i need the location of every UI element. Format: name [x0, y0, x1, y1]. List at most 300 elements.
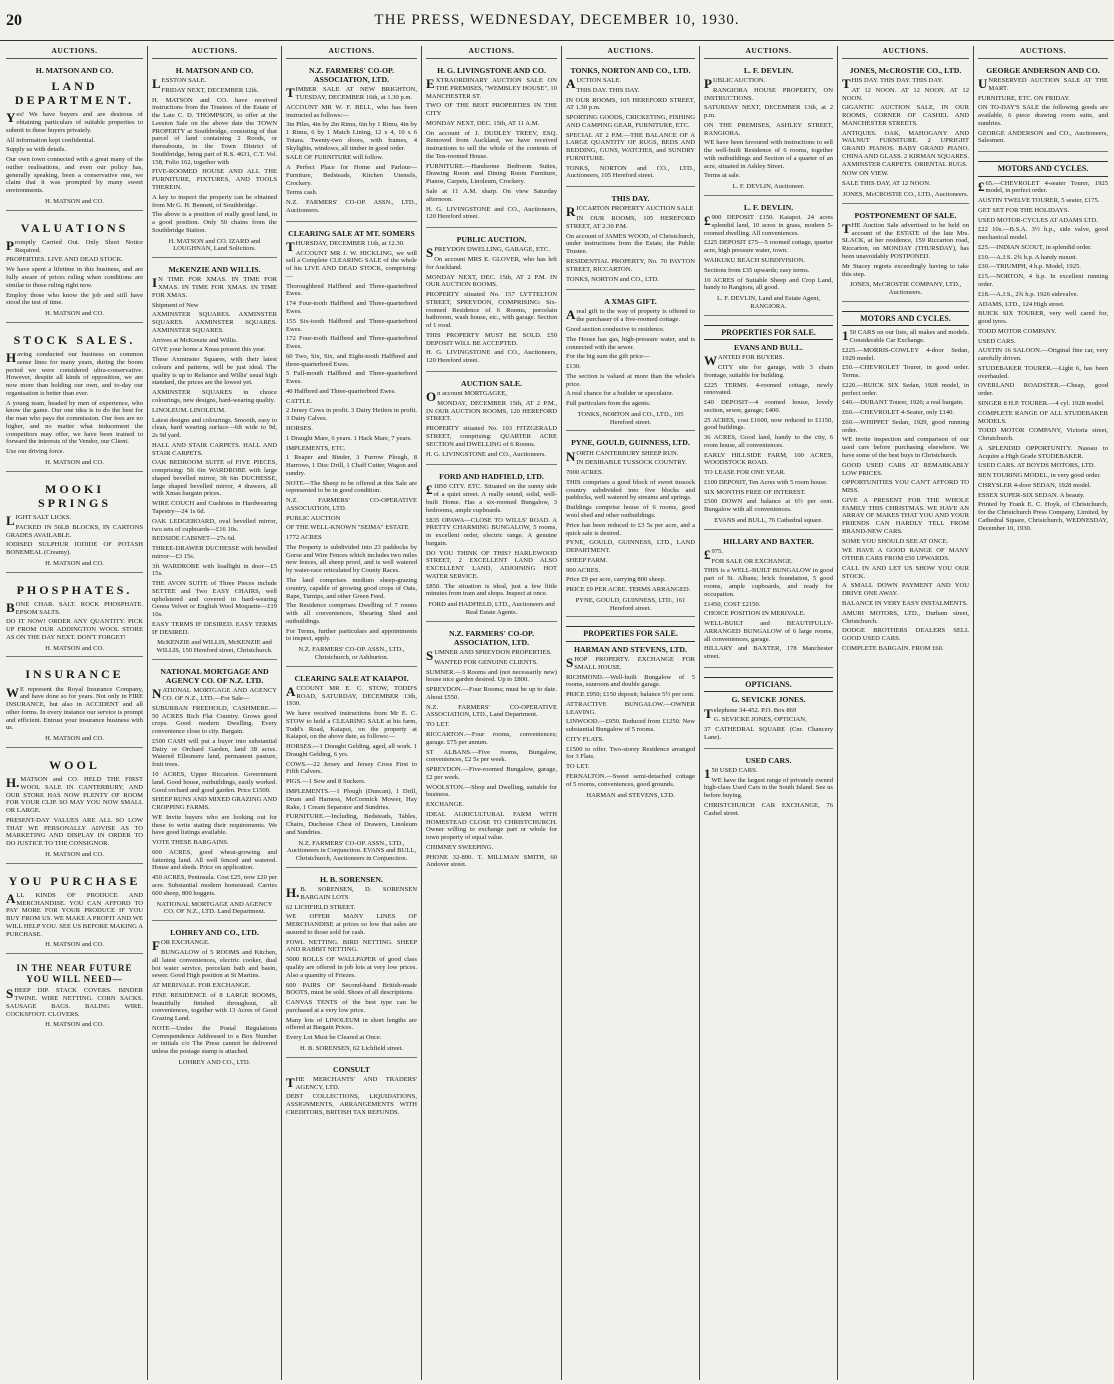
ad-heading: HARMAN AND STEVENS, LTD.	[573, 644, 687, 654]
ad-body-text: 155 Six-tooth Halfbred and Three-quarterbred Ewes.	[286, 317, 417, 333]
advertisement	[6, 475, 143, 573]
ad-body-text: GIVE A PRESENT FOR THE WHOLE FAMILY THIS CHRISTMAS. WE HAVE AN ARRAY OF MAKES THAT YOU AND YOUR FRIENDS CAN HARDLY TELL FROM BRAND-NEW CARS.	[842, 496, 969, 535]
ad-signature: McKENZIE and WILLIS, McKENZIE and WILLIS, 150 Hereford street, Christchurch.	[156, 639, 273, 655]
column-6	[700, 46, 838, 1380]
ad-display-line: INSURANCE	[25, 667, 124, 682]
ad-body-text: IN DESIRABLE TUSSOCK COUNTRY.	[576, 459, 687, 467]
ad-body-text: HILLARY and BAXTER, 178 Manchester street.	[704, 645, 833, 661]
ad-body-text: Thoroughbred Halfbred and Three-quarterbred Ewes.	[286, 282, 417, 298]
ad-body-text: CHRYSLER 4-door SEDAN, 1928 model.	[978, 481, 1092, 489]
ad-heading: McKENZIE AND WILLIS.	[168, 265, 261, 275]
ad-signature: JONES, McCROSTIE COMPANY, LTD., Auctioneers.	[849, 281, 962, 297]
ad-body-text: THIS is a WELL-BUILT BUNGALOW in good part of St. Albans; brick foundation, 5 good rooms, ample cupboards, and ready for occupation.	[704, 567, 833, 598]
ad-body-text: BEN TOURING MODEL, in very good order.	[978, 472, 1101, 480]
advertisement	[286, 670, 417, 868]
ad-body-text: AT 12 NOON. AT 12 NOON. AT 12 NOON.	[842, 86, 969, 102]
ad-body-text: £850. The situation is ideal, just a few little minutes from tram and shops. Inspect at once.	[426, 582, 557, 598]
ad-body-text: Yes! We have buyers and are desirous of obtaining particulars of suitable properties to submit to these buyers privately.	[6, 110, 143, 134]
ad-body-text: 150 CARS on our lists, all makes and models. Considerable Car Exchange.	[842, 328, 969, 345]
ad-body-text: H. G. LIVINGSTONE and CO., Auctioneers.	[426, 450, 547, 458]
ad-body-text: THURSDAY, DECEMBER 11th, at 12.30.	[286, 238, 405, 254]
ad-body-text: BONE CHAR. SALT. ROCK PHOSPHATE. EPSOM SALTS.	[6, 599, 143, 616]
ad-body-text: £225.—MORRIS-COWLEY 4-door Sedan, 1929 model.	[842, 346, 969, 362]
ad-body-text: ATTRACTIVE BUNGALOW.—OWNER LEAVING.	[566, 700, 695, 716]
ad-heading: H. MATSON AND CO.	[35, 65, 114, 75]
ad-heading: L. F. DEVLIN.	[743, 65, 794, 75]
ad-body-text: ANTIQUES. OAK, MAHOGANY AND WALNUT FURNITURE. 2 UPRIGHT GRAND PIANOS. BABY GRAND PIANO. CHINA AND GLASS. 2 KIRMAN SQUARES. AXMINSTER CARPETS. ORIENTAL RUGS.	[842, 129, 969, 168]
ad-body-text: WANTED FOR BUYERS.	[704, 353, 785, 369]
ad-body-text: £1850 CITY. ETC. Situated on the sunny side of a quiet street. A really sound, solid, well-built Home. Has a six-roomed Bungalow, 3 bedrooms, ample cupboards.	[426, 482, 557, 514]
ad-body-text: FRIDAY NEXT, DECEMBER 12th.	[161, 86, 259, 94]
masthead	[0, 0, 1114, 41]
ad-body-text: SINGER 8 H.P. TOURER.—4 cyl. 1928 model.	[978, 399, 1105, 407]
ad-body-text: 1 Draught Mare, 6 years. 1 Hack Mare, 7 years.	[286, 434, 412, 442]
ad-subheading: IN THE NEAR FUTURE YOU WILL NEED—	[16, 963, 133, 984]
ad-body-text: Sections from £35 upwards; easy terms.	[704, 266, 810, 274]
advertisement	[566, 434, 695, 617]
ad-heading: CONSULT	[333, 1064, 370, 1074]
ad-signature: HARMAN and STEVENS, LTD.	[586, 791, 675, 799]
ad-body-text: WE have the largest range of privately owned high-class Used Cars in the South Island. See us before buying.	[704, 776, 833, 800]
ad-body-text: Use our driving force.	[6, 448, 65, 456]
ad-body-text: BUNGALOW of 5 ROOMS and Kitchen, all latest conveniences, electric cooker, dual hot water service, porcelain bath and basin, sewer. Good High position at St Martins.	[152, 948, 277, 980]
ad-body-text: RICCARTON PROPERTY AUCTION SALE	[566, 204, 694, 220]
ad-body-text: Every Lot Must be Cleared at Once.	[286, 1034, 382, 1042]
ad-body-text: TONKS, NORTON and CO., LTD.	[566, 275, 659, 283]
ad-body-text: H.B. SORENSEN, D. SORENSEN BARGAIN LOTS	[286, 885, 417, 901]
ad-body-text: WE HAVE A GOOD RANGE OF MANY OTHER CARS FROM £50 UPWARDS.	[842, 547, 969, 563]
column-heading: AUCTIONS.	[286, 46, 417, 59]
ad-body-text: HORSES.	[286, 424, 313, 432]
column-5	[562, 46, 700, 1380]
ad-body-text: AT MERIVALE. FOR EXCHANGE.	[152, 982, 251, 990]
ad-body-text: PHONE 32-890. T. MILLMAN SMITH, 60 Andover street.	[426, 853, 557, 869]
ad-body-text: SPREYDON.—Four Rooms; must be up to date. About £550.	[426, 686, 557, 701]
ad-body-text: WELL-BUILT and BEAUTIFULLY-ARRANGED BUNGALOW of 6 large rooms, all conveniences, garage.	[704, 620, 833, 643]
ad-signature: H. B. SORENSEN, 62 Lichfield street.	[299, 1044, 404, 1052]
paper-title: THE PRESS, WEDNESDAY, DECEMBER 10, 1930.	[374, 12, 740, 28]
ad-body-text: SHEEP DIP. STACK COVERS. BINDER TWINE. WIRE NETTING. CORN SACKS. SAUSAGE BAGS. BALING WIRE. COCKSFOOT. CLOVERS.	[6, 986, 143, 1018]
ad-body-text: NOW ON VIEW.	[842, 170, 889, 178]
ad-body-text: FINE RESIDENCE of 8 LARGE ROOMS, beautifully finished throughout, all conveniences, together with 13 Acres of Good Grazing Land.	[152, 991, 277, 1023]
advertisement	[6, 751, 143, 864]
ad-body-text: AUCTION SALE.	[566, 76, 622, 92]
ad-signature: H. MATSON and CO.	[45, 310, 104, 318]
advertisement	[286, 62, 417, 222]
ad-body-text: H. G. LIVINGSTONE and CO., Auctioneers, 120 Hereford street.	[426, 349, 557, 365]
ad-heading: N.Z. FARMERS' CO-OP. ASSOCIATION, LTD.	[448, 628, 535, 647]
ad-body-text: CALL IN AND LET US SHOW YOU OUR STOCK.	[842, 564, 969, 580]
ad-body-text: On account of J. DUDLEY TREEV, ESQ. Removed from Auckland, we have received instructions to sell the whole of the contents of the Ten-roomed House.	[426, 129, 557, 160]
ad-signature: N.Z. FARMERS' CO-OP. ASSN., LTD., Auctioneers in Conjunction. EVANS and BULL, Christchurch, Auctioneers in Conjunction.	[287, 839, 416, 863]
ad-body-text: 450 ACRES, Peninsula. Cost £25, now £20 per acre. Substantial modern homestead. Carries 600 sheep, 800 hoggets.	[152, 874, 277, 897]
ad-heading: CLEARING SALE AT KAIAPOI.	[294, 673, 409, 683]
ad-body-text: COMPLETE RANGE OF ALL STUDEBAKER MODELS.	[978, 409, 1108, 425]
ad-signature: EVANS and BULL, 76 Cathedral square.	[714, 517, 823, 524]
ad-body-text: The Property is subdivided into 23 paddocks by Gorse and Wire Fences which includes two miles new fences, all sheep proof, and is well watered by water-race reticulated by County Races.	[286, 543, 417, 575]
ad-body-text: WE have been favoured with instructions to sell the well-built Residence of 6 rooms, together with outbuildings and Section of a quarter of an acre, situated in Ashley Street.	[704, 139, 833, 170]
page-number: 20	[6, 12, 22, 29]
section-heading: OPTICIANS.	[704, 677, 833, 692]
ad-body-text: On account of JAMES WOOD, of Christchurch, under instructions from the Estate, the Public Trustee.	[566, 232, 695, 256]
ad-body-text: ALL KINDS OF PRODUCE AND MERCHANDISE. YOU CAN AFFORD TO PAY MORE FOR YOUR PRODUCE IF YOU BUY FROM US. WE MAKE A PROFIT AND WE WILL HELP YOU. SEE US BEFORE MAKING A PURCHASE.	[6, 890, 143, 938]
ad-body-text: Good section conducive to residence.	[566, 326, 665, 334]
advertisement	[426, 468, 557, 621]
ad-body-text: THE Auction Sale advertised to be held on account of the ESTATE of the late Mrs. SLACK, at her residence, 159 Riccarton road, Riccarton, on MONDAY (THURSDAY), has been unavoidably POSTPONED.	[842, 220, 969, 260]
advertisement	[286, 1061, 417, 1123]
ad-body-text: Buildings comprise house of 6 rooms, good wool shed and other outbuildings.	[566, 504, 695, 519]
ad-body-text: GIVE your home a Xmas present this year.	[152, 346, 266, 354]
ad-body-text: MONDAY NEXT, DEC. 15th, AT 11 A.M.	[426, 119, 540, 127]
ad-body-text: SPREYDON DWELLING, GARAGE, ETC.	[426, 245, 550, 261]
ad-heading: TONKS, NORTON AND CO., LTD.	[570, 65, 691, 75]
column-8	[974, 46, 1112, 1380]
ad-body-text: 5 Full-mouth Halfbred and Three-quarterbred Ewes.	[286, 370, 417, 386]
ad-signature: H. MATSON and CO.	[45, 198, 104, 205]
ad-body-text: Price £9 per acre, carrying 800 sheep.	[566, 576, 666, 584]
ad-body-text: PUBLIC AUCTION.	[704, 76, 766, 92]
ad-body-text: DEBT COLLECTIONS, LIQUIDATIONS, ASSIGNMENTS, ARRANGEMENTS WITH CREDITORS, BRITISH TAX REFUNDS.	[286, 1093, 417, 1116]
column-heading: AUCTIONS.	[426, 46, 557, 59]
ad-body-text: HALL AND STAIR CARPETS. HALL AND STAIR CARPETS.	[152, 441, 277, 457]
ad-heading: LOHREY AND CO., LTD.	[170, 928, 259, 938]
ad-heading: AUCTION SALE.	[460, 378, 523, 388]
ad-body-text: DODGE BROTHERS DEALERS SELL GOOD USED CARS.	[842, 627, 969, 643]
ad-body-text: 2 Jersey Cows in profit. 3 Dairy Heifers in profit. 3 Dairy Calves.	[286, 407, 417, 423]
ad-body-text: A young team, headed by men of experience, who know the game. Our one idea is to do the best for the man who pays the commission. Our fees are no higher, and no matter what inducement the competitors may offer, we have been trained to forward the interests of the Vendor, our Client.	[6, 399, 143, 446]
ad-body-text: On account MRS E. GLOVER, who has left for Auckland.	[426, 256, 557, 271]
advertisement	[286, 871, 417, 1058]
ad-body-text: £500 CASH will put a buyer into substantial Dairy or Orchard Garden, land 38 acres. Watered Ellesmere land, permanent pasture, fruit trees.	[152, 737, 277, 769]
ad-body-text: £15.—NORTON, 4 h.p. In excellent running order.	[978, 273, 1108, 289]
ad-heading: POSTPONEMENT OF SALE.	[854, 210, 957, 220]
ad-signature: H. MATSON and CO.	[45, 735, 104, 743]
ad-body-text: AXMINSTER SQUARES. AXMINSTER SQUARES. AXMINSTER SQUARES. AXMINSTER SQUARES.	[152, 311, 277, 334]
ad-body-text: NOTE—Under the Postal Regulations Correspondence Addressed to a Box Number or initials c/o The Press cannot be delivered unless the postage stamp is attached.	[152, 1024, 277, 1056]
ad-body-text: IN TIME FOR XMAS. IN TIME FOR XMAS. IN TIME FOR XMAS. IN TIME FOR XMAS.	[152, 275, 277, 299]
ad-body-text: The Residence comprises Dwelling of 7 rooms with all conveniences, Shearing Shed and outbuildings.	[286, 602, 417, 625]
ad-signature: H. MATSON and CO.	[45, 941, 104, 949]
ad-body-text: GEORGE ANDERSON and CO., Auctioneers, Salesmen.	[978, 129, 1108, 145]
ad-body-text: BALANCE IN VERY EASY INSTALMENTS.	[842, 600, 968, 607]
ad-heading: CLEARING SALE AT MT. SOMERS	[288, 228, 415, 238]
ad-body-text: Terms at sale.	[704, 172, 741, 180]
ad-signature: PYNE, GOULD, GUINNESS, LTD., 161 Hereford street.	[575, 596, 686, 612]
ad-body-text: £50.—CHEVROLET Tourer, in good order. Terms.	[842, 364, 969, 380]
ad-body-text: 10 ACRES, Upper Riccarton. Government land. Good house, outbuildings, easily worked. Good orchard and good garden. Price £1500.	[152, 771, 277, 794]
ad-body-text: £22 10s.—B.S.A. 3½ h.p., side valve, good mechanical model.	[978, 226, 1108, 242]
ad-body-text: G. SEVICKE JONES, OPTICIAN,	[713, 716, 807, 724]
ad-body-text: Promptly Carried Out. Only Short Notice Required.	[6, 237, 143, 254]
ad-body-text: £225 DEPOSIT £75—5 roomed cottage, quarter acre, high pressure water, town.	[704, 239, 833, 255]
ad-body-text: OPPORTUNITIES YOU CAN'T AFFORD TO MISS.	[842, 479, 969, 495]
ad-body-text: LIGHT SALT LICKS.	[6, 513, 72, 528]
advertisement	[6, 660, 143, 748]
advertisement	[842, 207, 969, 302]
ad-heading: H. B. SORENSEN.	[319, 874, 384, 884]
ad-body-text: ON THE PREMISES, ASHLEY STREET, RANGIORA.	[704, 121, 833, 137]
ad-body-text: DO IT NOW! ORDER ANY QUANTITY. PICK UP FROM OUR ADDINGTON WOOL STORE AS ON THE DAY NEXT. DON'T FORGET!	[6, 618, 143, 641]
classified-columns	[2, 46, 1112, 1380]
ad-body-text: USED CARS. AT BOYDS MOTORS, LTD.	[978, 462, 1096, 470]
ad-body-text: 172 Four-tooth Halfbred and Three-quarterbred Ewes.	[286, 335, 417, 351]
ad-display-line: YOU PURCHASE	[8, 873, 141, 888]
ad-body-text: We have received instructions from Mr E. C. STOW to hold a CLEARING SALE at his farm, Todd's Road, Kaiapoi, on the property at Kaiapoi, on the above date, as follows:—	[286, 710, 417, 741]
ad-body-text: COWS.—22 Jersey and Jersey Cross First to Fifth Calvers.	[286, 760, 417, 776]
column-heading: AUCTIONS.	[566, 46, 695, 59]
ad-body-text: Telephone 34-452. P.O. Box 869	[704, 705, 797, 721]
ad-body-text: Having conducted our business on common sense lines for many years, during the boom period we were considered ultra-conservative. However, despite all kinds of opposition, we are now more than holding our own, and to-day our organisation is better than ever.	[6, 349, 143, 397]
ad-body-text: RICHMOND.—Well-built Bungalow of 5 rooms, sunroom and double garage.	[566, 673, 695, 689]
ad-body-text: FOR EXCHANGE.	[152, 938, 210, 954]
ad-body-text: SPECIAL AT 2 P.M.—THE BALANCE OF A LARGE QUANTITY OF RUGS, BEDS AND BEDDING, GUNS, WATCHES, and SUNDRY FURNITURE.	[566, 131, 695, 162]
ad-body-text: PACKED IN 56LB BLOCKS, IN CARTONS GRADES AVAILABLE.	[6, 523, 143, 539]
ad-body-text: GET SET FOR THE HOLIDAYS.	[978, 206, 1070, 214]
ad-body-text: Many lots of LINOLEUM in short lengths are offered at Bargain Prices.	[286, 1016, 417, 1032]
ad-body-text: CATTLE.	[286, 397, 313, 405]
ad-body-text: All information kept confidential.	[6, 136, 95, 144]
ad-body-text: A key to inspect the property can be obtained from Mr G. H. Bennett, of Southbridge.	[152, 193, 277, 209]
ad-body-text: N.Z. FARMERS' CO-OPERATIVE ASSOCIATION, LTD., Land Department.	[426, 703, 557, 719]
advertisement	[704, 62, 833, 196]
ad-body-text: £130.	[566, 363, 581, 371]
ad-body-text: PRICE £950; £150 deposit; balance 5½ per cent.	[566, 691, 695, 699]
ad-body-text: 600 PAIRS OF Second-hand British-made BOOTS, must be sold. Shoes of all descriptions.	[286, 981, 417, 997]
ad-body-text: Supply us with details.	[6, 146, 67, 154]
ad-heading: NATIONAL MORTGAGE AND AGENCY CO. OF N.Z. LTD.	[160, 666, 269, 686]
ad-body-text: OF THE WELL-KNOWN "SEIMA" ESTATE	[286, 524, 409, 532]
ad-body-text: IN OUR ROOMS, 105 HEREFORD STREET, AT 1.30 p.m.	[566, 96, 695, 112]
ad-body-text: 40 Halfbred and Three-quarterbred Ewes.	[286, 387, 396, 395]
ad-body-text: £500 DOWN and balance at 6½ per cent. Bungalow with all conveniences.	[704, 498, 833, 514]
column-heading: AUCTIONS.	[842, 46, 969, 59]
column-heading: AUCTIONS.	[6, 46, 143, 59]
ad-body-text: COMPLETE BARGAIN. FROM £60.	[842, 644, 944, 652]
ad-body-text: £18.—A.J.S., 2¾ h.p. 1926 sidevalve.	[978, 290, 1079, 298]
ad-heading: H. MATSON AND CO.	[175, 65, 254, 75]
ad-body-text: SPREYDON.—Five-roomed Bungalow, garage, £2 per week.	[426, 766, 557, 781]
ad-body-text: BUICK SIX TOURER, very well cared for, good tyres.	[978, 310, 1108, 326]
ad-body-text: PYNE, GOULD, GUINNESS, LTD., LAND DEPARTMENT.	[566, 539, 695, 555]
ad-body-text: THREE-DRAWER DUCHESSE with bevelled mirror—£3 15s.	[152, 545, 277, 560]
ad-signature: H. MATSON and CO.	[45, 644, 104, 652]
ad-body-text: THIS comprises a good block of sweet tussock country subdivided into five blocks and paddocks, well watered by streams and springs.	[566, 478, 695, 502]
ad-signature: FORD and HADFIELD, LTD., Auctioneers and Real Estate Agents.	[428, 601, 555, 616]
ad-body-text: OVERLAND ROADSTER.—Cheap, good order.	[978, 382, 1108, 398]
ad-heading: L. F. DEVLIN.	[743, 202, 794, 212]
ad-body-text: TONKS, NORTON and CO., LTD., Auctioneers, 105 Hereford street.	[566, 164, 695, 180]
ad-body-text: ACCOUNT MR J. W. HICKLING, we will sell a Complete CLEARING SALE of the whole of his LIVE AND DEAD STOCK, comprising:—	[286, 249, 417, 280]
ad-body-text: ADAMS, LTD., 124 High street.	[978, 300, 1065, 308]
ad-body-text: AXMINSTER SQUARES in choice colourings, new designs, hard-wearing quality.	[152, 389, 277, 405]
ad-body-text: MONDAY, DECEMBER 15th, AT 2 P.M., IN OUR AUCTION ROOMS, 120 HEREFORD STREET.	[426, 399, 557, 423]
advertisement	[6, 867, 143, 955]
ad-body-text: £40.—DURANT Tourer, 1926; a real bargain.	[842, 399, 964, 407]
ad-body-text: RESIDENTIAL PROPERTY, No. 70 PAYTON STREET, RICCARTON.	[566, 258, 695, 273]
advertisement	[704, 199, 833, 316]
ad-body-text: 36 ACRES, Good land, handy to the city, 6 room house, all conveniences.	[704, 434, 833, 449]
ad-body-text: The section is valued at more than the whole's price.	[566, 372, 695, 388]
ad-body-text: IDEAL AGRICULTURAL FARM WITH HOMESTEAD CLOSE TO CHRISTCHURCH. Owner willing to exchange part or whole for town property of equal value.	[426, 810, 557, 842]
ad-body-text: ESSEX SUPER-SIX SEDAN. A beauty.	[978, 491, 1085, 499]
ad-body-text: 25 ACRES, cost £1600, now reduced to £1150, good buildings.	[704, 416, 833, 432]
ad-body-text: SIX MONTHS FREE OF INTEREST.	[704, 488, 806, 496]
ad-body-text: EXCHANGE.	[426, 801, 464, 809]
section-heading: MOTORS AND CYCLES.	[978, 161, 1108, 176]
advertisement	[286, 225, 417, 667]
advertisement	[426, 62, 557, 228]
ad-body-text: 5000 ROLLS OF WALLPAPER of good class quality are offered in job lots at very low prices. Also a quantity of Friezes.	[286, 956, 417, 979]
ad-body-text: NATIONAL MORTGAGE AND AGENCY CO. OF N.Z., LTD.—For Sale—	[152, 686, 277, 703]
advertisement	[566, 190, 695, 290]
ad-body-text: £30.—TRIUMPH, 4 h.p. Model, 1925.	[978, 263, 1081, 271]
advertisement	[704, 752, 833, 824]
ad-body-text: IMPLEMENTS, ETC.	[286, 444, 346, 452]
ad-body-text: 37 CATHEDRAL SQUARE (Cnr. Chancery Lane).	[704, 726, 833, 741]
ad-body-text: Arrives at McKenzie and Willis.	[152, 336, 238, 344]
ad-body-text: TO LEASE FOR ONE YEAR.	[704, 469, 786, 477]
ad-body-text: TWO OF THE BEST PROPERTIES IN THE CITY	[426, 102, 557, 118]
ad-body-text: WE OFFER MANY LINES OF MERCHANDISE at prices so low that sales are assured to those sold for cash.	[286, 913, 417, 936]
ad-body-text: EXTRAORDINARY AUCTION SALE ON THE PREMISES, "WEMBLEY HOUSE", 10 MANCHESTER ST.	[426, 76, 557, 100]
advertisement	[704, 319, 833, 530]
ad-body-text: CANVAS TENTS of the best type can be purchased at a very low price.	[286, 999, 417, 1014]
ad-body-text: £100 DEPOSIT, Ten Acres with 5 room house.	[704, 478, 828, 486]
column-heading: AUCTIONS.	[978, 46, 1108, 59]
ad-body-text: 174 Four-tooth Halfbred and Three-quarterbred Ewes.	[286, 300, 417, 316]
ad-body-text: SALE OF FURNITURE will follow.	[286, 154, 384, 162]
ad-body-text: SOME YOU SHOULD SEE AT ONCE.	[842, 537, 949, 545]
ad-body-text: LINOLEUM. LINOLEUM.	[152, 406, 226, 414]
ad-body-text: SHEEP FARM.	[566, 556, 608, 564]
advertisement	[6, 326, 143, 472]
advertisement	[842, 62, 969, 204]
advertisement	[704, 671, 833, 749]
ad-body-text: 3ft WARDROBE with leadlight in door—£5 15s.	[152, 562, 277, 578]
ad-body-text: A real chance for a builder or speculator.	[566, 390, 674, 398]
ad-body-text: FURNITURE.—Handsome Bedroom Suites, Drawing Room and Dining Room Furniture, Pianos, Carpets, Linoleum, Crockery.	[426, 162, 557, 186]
ad-body-text: EARLY HILLSIDE FARM, 100 ACRES, WOODSTOCK ROAD.	[704, 451, 833, 467]
ad-body-text: LESSTON SALE.	[152, 76, 207, 92]
ad-body-text: THE MERCHANTS' AND TRADERS' AGENCY, LTD.	[286, 1074, 417, 1091]
advertisement	[566, 293, 695, 431]
ad-signature: NATIONAL MORTGAGE AND AGENCY CO. OF N.Z., LTD. Land Department.	[156, 900, 273, 916]
ad-body-text: EASY TERMS IF DESIRED. EASY TERMS IF DESIRED.	[152, 620, 277, 636]
ad-body-text: THIS DAY. THIS DAY.	[576, 86, 640, 94]
ad-heading: EVANS AND BULL.	[734, 343, 803, 353]
column-heading: AUCTIONS.	[704, 46, 833, 59]
ad-heading: PYNE, GOULD, GUINNESS, LTD.	[571, 438, 690, 448]
ad-body-text: CHRISTCHURCH CAR EXCHANGE, 76 Cashel street.	[704, 801, 833, 817]
ad-body-text: MONDAY NEXT, DEC. 15th, AT 2 P.M. IN OUR AUCTION ROOMS.	[426, 273, 557, 289]
ad-body-text: TO LET.	[566, 763, 590, 771]
ad-body-text: 1772 ACRES	[286, 534, 322, 542]
ad-body-text: £60.—CHEVROLET 4-Seater, only £140.	[842, 409, 955, 417]
ad-body-text: WANTED FOR GENUINE CLIENTS.	[434, 658, 538, 666]
column-3	[282, 46, 422, 1380]
ad-display-line: MOOKI SPRINGS	[37, 481, 111, 510]
ad-body-text: 600 ACRES, good wheat-growing and fattening land. All well fenced and watered. House and sheds. Price on application.	[152, 848, 277, 872]
ad-body-text: SALE THIS DAY, AT 12 NOON.	[842, 180, 931, 188]
ad-body-text: WE invite inspection and comparison of our used cars before purchasing elsewhere. We have some of the best buys in Christchurch.	[842, 436, 969, 459]
ad-heading: GEORGE ANDERSON AND CO.	[986, 65, 1100, 75]
column-7	[838, 46, 974, 1380]
ad-body-text: FOWL NETTING. BIRD NETTING. SHEEP AND RABBIT NETTING.	[286, 938, 417, 954]
ad-body-text: PUBLIC AUCTION	[286, 514, 341, 522]
ad-body-text: 3in Piles, 4in by 2in Rimu, 6in by 1 Rimu, 4in by 1 Rimu, 6 by 1 Match Lining, 12 x 4, 10 x 6 Totara. Twenty-two doors, with frames, 4 Skylights, windows, all timber in good order.	[286, 121, 417, 152]
ad-body-text: FERNALTON.—Sweet semi-detached cottage of 5 rooms, conveniences, good grounds.	[566, 772, 695, 788]
ad-body-text: UNRESERVED AUCTION SALE AT THE MART.	[978, 76, 1108, 92]
ad-body-text: Terms cash.	[286, 189, 318, 197]
ad-body-text: Mr Stacey regrets exceedingly having to take this step.	[842, 262, 969, 278]
advertisement	[152, 261, 277, 660]
ad-body-text: For the big sum the gift price—	[566, 353, 650, 361]
ad-body-text: PRESENT-DAY VALUES ARE ALL SO LOW THAT WE PERSONALLY ADVISE AS TO MARKETING AND DISPLAY IN ORDER TO DO JUSTICE TO THE CONSIGNOR.	[6, 816, 143, 848]
ad-body-text: H.MATSON and CO. HELD THE FIRST WOOL SALE IN CANTERBURY, AND OUR STORE HAS NOW PLENTY OF ROOM FOR YOUR CLIP. SO MAY YOU NOW SMALL OR LARGE.	[6, 775, 143, 815]
ad-body-text: Areal gift to the way of property is offered to the purchaser of a five-roomed cottage.	[566, 307, 695, 324]
ad-body-text: 7000 ACRES.	[566, 469, 604, 477]
column-heading: AUCTIONS.	[152, 46, 277, 59]
ad-heading: G. SEVICKE JONES.	[731, 695, 806, 705]
ad-heading: PUBLIC AUCTION.	[456, 235, 527, 245]
ad-body-text: HORSES.—1 Draught Gelding, aged, all work. 1 Draught Gelding, 6 yrs.	[286, 743, 417, 758]
ad-body-text: PRICE £9 PER ACRE. TERMS ARRANGED.	[566, 586, 691, 594]
ad-body-text: 1 Reaper and Binder, 3 Furrow Plough, 8 Harrows, 1 Disc Drill, 1 Chaff Cutter, Wagon and sundry.	[286, 454, 417, 477]
ad-signature: H. MATSON and CO. IZARD and LOUGHNAN, Land Solicitors.	[168, 237, 261, 253]
ad-body-text: CITY FLATS.	[566, 735, 604, 743]
ad-body-text: £25.—INDIAN SCOUT, in splendid order.	[978, 243, 1092, 251]
ad-body-text: SHOP PROPERTY. EXCHANGE FOR SMALL HOUSE.	[566, 655, 695, 671]
ad-body-text: CHIMNEY SWEEPING.	[426, 843, 494, 851]
ad-body-text: NOTE—The Sheep to be offered at this Sale are represented to be in good condition.	[286, 479, 417, 495]
ad-body-text: £40 DEPOSIT—4 roomed house, lovely section, sewer, garage; £400.	[704, 399, 833, 414]
ad-signature: TONKS, NORTON and CO., LTD., 105 Hereford street.	[577, 410, 684, 426]
ad-body-text: Price has been reduced to £3 5s per acre, and a quick sale is desired.	[566, 521, 695, 537]
ad-body-text: TODD MOTOR COMPANY, Victoria street, Christchurch.	[978, 427, 1108, 443]
ad-signature: N.Z. FARMERS' CO-OP. ASSN., LTD., Christchurch, or Ashburton.	[298, 646, 405, 661]
ad-body-text: Full particulars from the agents.	[566, 400, 651, 408]
column-4	[422, 46, 562, 1380]
ad-body-text: 10 ACRES of Suitable Sheep and Crop Land, handy to Rangiora, all good.	[704, 276, 833, 292]
ad-body-text: On account MORTGAGEE,	[426, 389, 507, 405]
ad-body-text: 900 ACRES.	[566, 566, 601, 574]
ad-body-text: £10.—A.J.S. 2¾ h.p. A handy mount.	[978, 253, 1078, 261]
ad-body-text: £65.—CHEVROLET 4-seater Tourer, 1925 model, in perfect order.	[978, 178, 1108, 195]
ad-body-text: ST ALBANS.—Five rooms, Bungalow, conveniences, £2 5s per week.	[426, 748, 557, 764]
ad-body-text: Our own town connected with a great many of the outlier realisations, and even our policy has, generally speaking, been a conservative one, we claim that it was prompted by many sweet environments.	[6, 156, 143, 195]
ad-body-text: STUDEBAKER TOURER.—Light 6, has been overhauled.	[978, 364, 1108, 380]
ad-body-text: 62 LICHFIELD STREET.	[286, 903, 356, 911]
section-heading: MOTORS AND CYCLES.	[842, 311, 969, 326]
ad-signature: LOHREY AND CO., LTD.	[178, 1058, 251, 1066]
ad-body-text: FOR SALE OR EXCHANGE.	[711, 557, 793, 565]
column-2	[148, 46, 282, 1380]
advertisement	[152, 62, 277, 258]
ad-body-text: WIRE COUCH and Cushions in Hardwearing Tapestry—24 1s 6d.	[152, 500, 277, 515]
ad-body-text: THE AVON SUITE of Three Pieces include SETTEE and Two EASY CHAIRS, well upholstered and covered in hard-wearing Genoa Velvet or English Wool Moquette—£19 10s.	[152, 580, 277, 619]
ad-body-text: WOOLSTON.—Shop and Dwelling, suitable for business.	[426, 783, 557, 799]
ad-heading: H. G. LIVINGSTONE AND CO.	[437, 65, 546, 75]
ad-heading: N.Z. FARMERS' CO-OP. ASSOCIATION, LTD.	[308, 65, 395, 85]
ad-body-text: SHEEP RUNS AND MIXED GRAZING AND CROPPING FARMS.	[152, 796, 277, 812]
ad-heading: FORD AND HADFIELD, LTD.	[439, 472, 544, 482]
ad-body-text: We have spent a lifetime in this business, and are fully aware of prices ruling when conditions are similar to those ruling right now.	[6, 266, 143, 289]
advertisement	[426, 375, 557, 465]
ad-body-text: Shipment of New	[152, 301, 199, 309]
ad-display-line: VALUATIONS	[20, 220, 129, 235]
advertisement	[6, 62, 143, 211]
ad-body-text: USED MOTOR-CYCLES AT ADAMS LTD.	[978, 216, 1098, 224]
